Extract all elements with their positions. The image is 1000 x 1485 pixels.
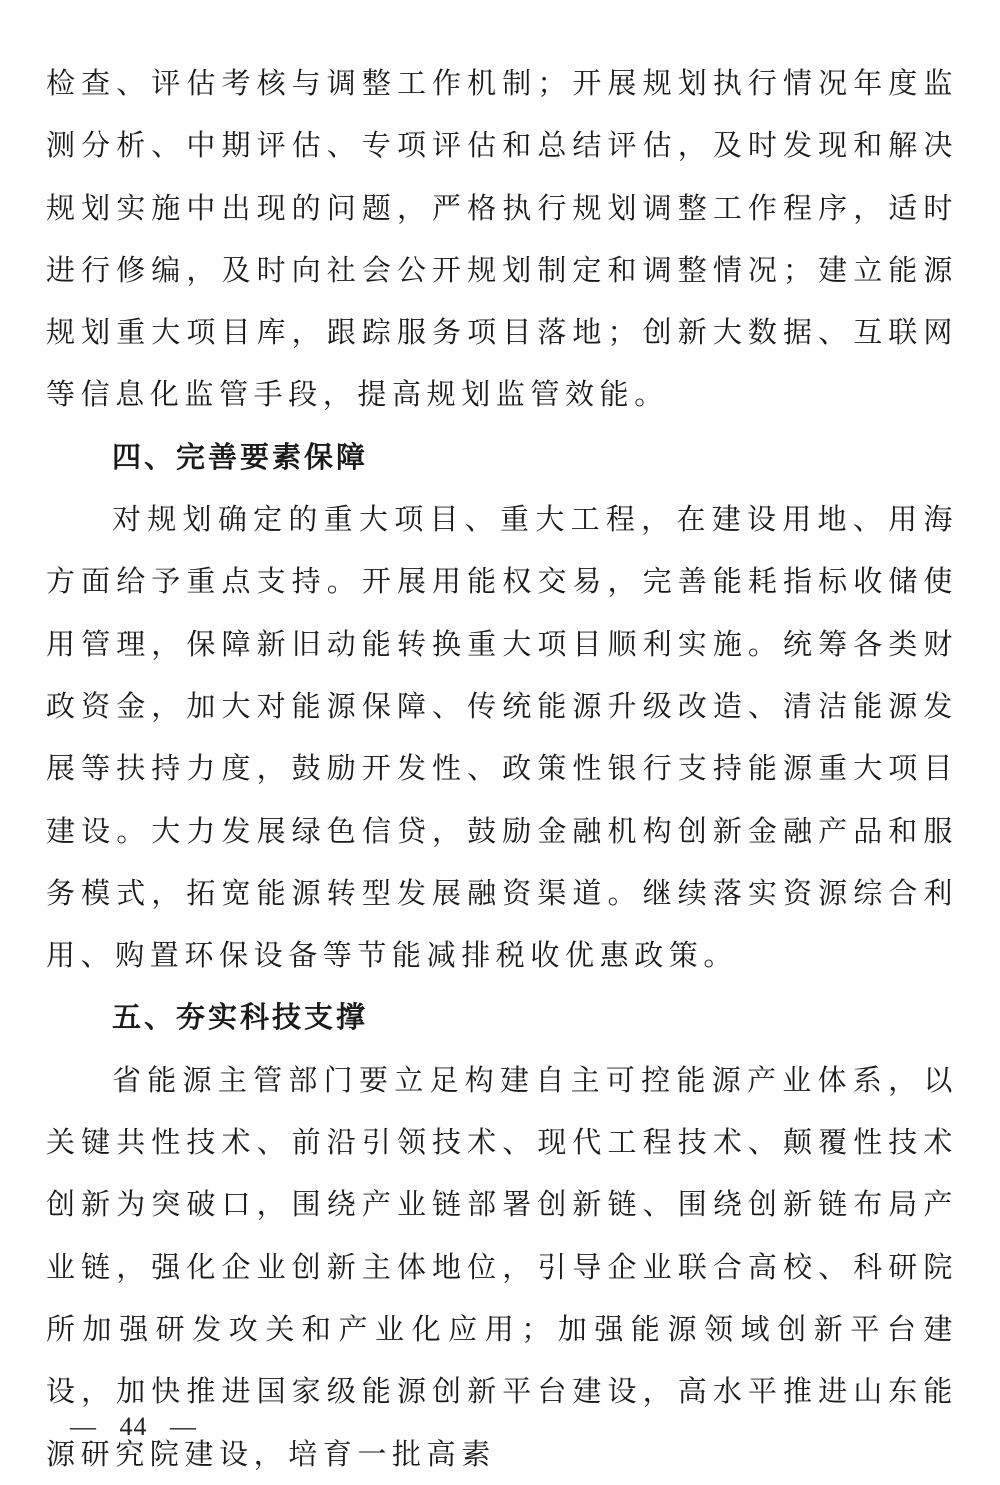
document-body [46, 52, 958, 1485]
page-number-dash-right: — [170, 1412, 197, 1441]
paragraph-factor-guarantee: 对规划确定的重大项目、重大工程，在建设用地、用海方面给予重点支持。开展用能权交易，完善能耗指标收储使用管理，保障新旧动能转换重大项目顺利实施。统筹各类财政资金，加大对能源保障、传统能源升级改造、清洁能源发展等扶持力度，鼓励开发性、政策性银行支持能源重大项目建设。大力发展绿色信贷，鼓励金融机构创新金融产品和服务模式，拓宽能源转型发展融资渠道。继续落实资源综合利用、购置环保设备等节能减排税收优惠政策。 [46, 502, 958, 973]
paragraph-continuation: 检查、评估考核与调整工作机制；开展规划执行情况年度监测分析、中期评估、专项评估和总结评估，及时发现和解决规划实施中出现的问题，严格执行规划调整工作程序，适时进行修编，及时向社会公开规划制定和调整情况；建立能源规划重大项目库，跟踪服务项目落地；创新大数据、互联网等信息化监管手段，提高规划监管效能。 [46, 66, 958, 412]
page-footer [70, 1412, 197, 1442]
section-heading-4: 四、完善要素保障 [112, 439, 369, 474]
page-number: 44 [119, 1412, 148, 1441]
section-heading-5: 五、夯实科技支撑 [112, 1000, 369, 1035]
paragraph-tech-support: 省能源主管部门要立足构建自主可控能源产业体系，以关键共性技术、前沿引领技术、现代工程技术、颠覆性技术创新为突破口，围绕产业链部署创新链、围绕创新链布局产业链，强化企业创新主体地位，引导企业联合高校、科研院所加强研发攻关和产业化应用；加强能源领域创新平台建设，加快推进国家级能源创新平台建设，高水平推进山东能源研究院建设，培育一批高素 [46, 1062, 958, 1471]
page-number-dash-left: — [70, 1412, 97, 1441]
